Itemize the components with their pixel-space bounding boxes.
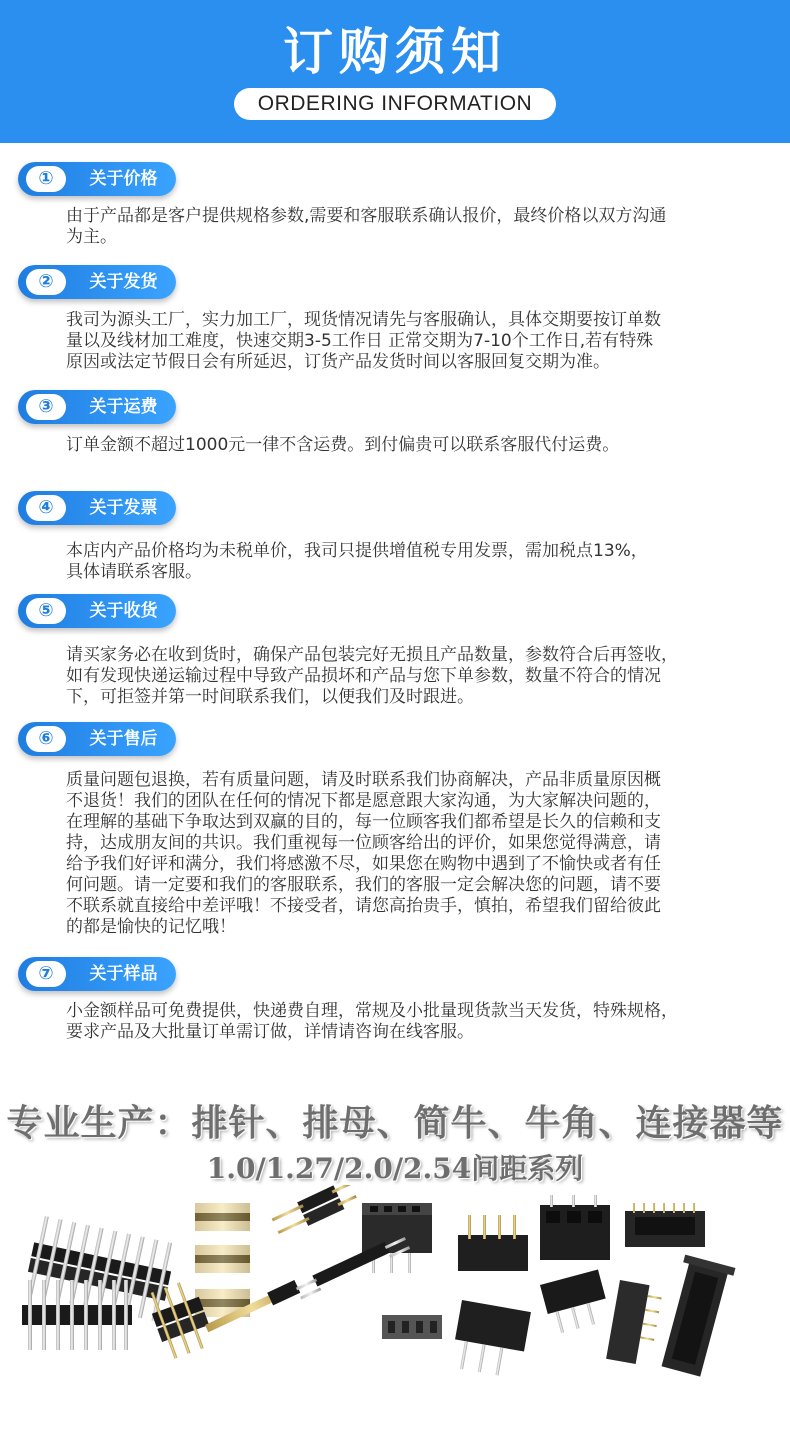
text-line: 的都是愉快的记忆哦！ bbox=[66, 917, 236, 937]
section-number: ⑥ bbox=[26, 726, 66, 752]
section-header-after-sales bbox=[18, 722, 176, 756]
female-socket-bottom bbox=[450, 1300, 531, 1379]
section-header-price bbox=[18, 162, 176, 196]
page-title: 订购须知 bbox=[283, 23, 507, 81]
female-header-angled bbox=[540, 1269, 611, 1335]
text-line: 由于产品都是客户提供规格参数,需要和客服联系确认报价，最终价格以双方沟通 bbox=[66, 206, 667, 226]
section-number: ⑤ bbox=[26, 598, 66, 624]
box-header-pins-up bbox=[458, 1215, 528, 1271]
text-line: 为主。 bbox=[66, 227, 117, 247]
box-header-vertical bbox=[606, 1280, 663, 1366]
text-line: 不退货！我们的团队在任何的情况下都是愿意跟大家沟通，为大家解决问题的， bbox=[66, 791, 661, 811]
box-header-idc bbox=[625, 1203, 705, 1247]
text-line: 质量问题包退换，若有质量问题，请及时联系我们协商解决，产品非质量原因概 bbox=[66, 770, 661, 790]
section-number: ⑦ bbox=[26, 961, 66, 987]
text-line: 何问题。请一定要和我们的客服联系，我们的客服一定会解决您的问题，请不要 bbox=[66, 875, 661, 895]
section-number: ① bbox=[26, 166, 66, 192]
text-line: 本店内产品价格均为未税单价，我司只提供增值税专用发票，需加税点13%， bbox=[66, 541, 648, 561]
text-line: 下，可拒签并第一时间联系我们，以便我们及时跟进。 bbox=[66, 687, 474, 707]
section-header-freight bbox=[18, 390, 176, 424]
text-line: 订单金额不超过1000元一律不含运费。到付偏贵可以联系客服代付运费。 bbox=[66, 435, 620, 455]
text-line: 小金额样品可免费提供，快递费自理，常规及小批量现货款当天发货，特殊规格， bbox=[66, 1001, 678, 1021]
text-line: 如有发现快递运输过程中导致产品损坏和产品与您下单参数，数量不符合的情况 bbox=[66, 666, 661, 686]
section-body-samples bbox=[66, 1001, 778, 1043]
section-title: 关于运费 bbox=[89, 397, 158, 417]
pin-header-bottom-left bbox=[22, 1280, 132, 1350]
section-title: 关于样品 bbox=[89, 964, 158, 984]
section-number: ② bbox=[26, 269, 66, 295]
promo-headline: 专业生产：排针、排母、简牛、牛角、连接器等 bbox=[6, 1102, 784, 1144]
section-title: 关于价格 bbox=[89, 169, 158, 189]
text-line: 我司为源头工厂，实力加工厂，现货情况请先与客服确认，具体交期要按订单数 bbox=[66, 310, 661, 330]
text-line: 要求产品及大批量订单需订做，详情请咨询在线客服。 bbox=[66, 1022, 474, 1042]
section-title: 关于发票 bbox=[89, 498, 158, 518]
right-angle-header bbox=[270, 1185, 359, 1239]
product-photo bbox=[0, 1185, 790, 1435]
section-body-shipping bbox=[66, 310, 778, 373]
text-line: 在理解的基础下争取达到双赢的目的，每一位顾客我们都希望是长久的信赖和支 bbox=[66, 812, 661, 832]
promo-subheadline: 1.0/1.27/2.0/2.54间距系列 bbox=[206, 1152, 584, 1185]
section-header-shipping bbox=[18, 265, 176, 299]
section-body-receipt bbox=[66, 645, 778, 708]
section-number: ④ bbox=[26, 495, 66, 521]
section-title: 关于售后 bbox=[89, 729, 158, 749]
text-line: 具体请联系客服。 bbox=[66, 562, 202, 582]
section-title: 关于发货 bbox=[89, 272, 158, 292]
page-subtitle: ORDERING INFORMATION bbox=[234, 88, 556, 120]
text-line: 请买家务必在收到货时，确保产品包装完好无损且产品数量，参数符合后再签收， bbox=[66, 645, 678, 665]
section-body-after-sales bbox=[66, 770, 778, 938]
section-body-freight bbox=[66, 435, 778, 456]
section-body-invoice bbox=[66, 541, 778, 583]
female-header bbox=[362, 1203, 432, 1273]
section-header-receipt bbox=[18, 594, 176, 628]
section-title: 关于收货 bbox=[89, 601, 158, 621]
female-socket-tall bbox=[540, 1195, 610, 1260]
text-line: 原因或法定节假日会有所延迟，订货产品发货时间以客服回复交期为准。 bbox=[66, 352, 610, 372]
section-body-price bbox=[66, 206, 778, 248]
pin-header-single-rows bbox=[195, 1203, 250, 1317]
section-header-samples bbox=[18, 957, 176, 991]
text-line: 不联系就直接给中差评哦！不接受者，请您高抬贵手，慎拍，希望我们留给彼此 bbox=[66, 896, 661, 916]
text-line: 给予我们好评和满分，我们将感激不尽，如果您在购物中遇到了不愉快或者有任 bbox=[66, 854, 661, 874]
female-header-single bbox=[382, 1315, 442, 1339]
ejector-header bbox=[656, 1255, 736, 1379]
text-line: 量以及线材加工难度，快速交期3-5工作日 正常交期为7-10个工作日,若有特殊 bbox=[66, 331, 654, 351]
header-banner bbox=[0, 0, 790, 143]
section-header-invoice bbox=[18, 491, 176, 525]
text-line: 持，达成朋友间的共识。我们重视每一位顾客给出的评价，如果您觉得满意，请 bbox=[66, 833, 661, 853]
section-number: ③ bbox=[26, 394, 66, 420]
